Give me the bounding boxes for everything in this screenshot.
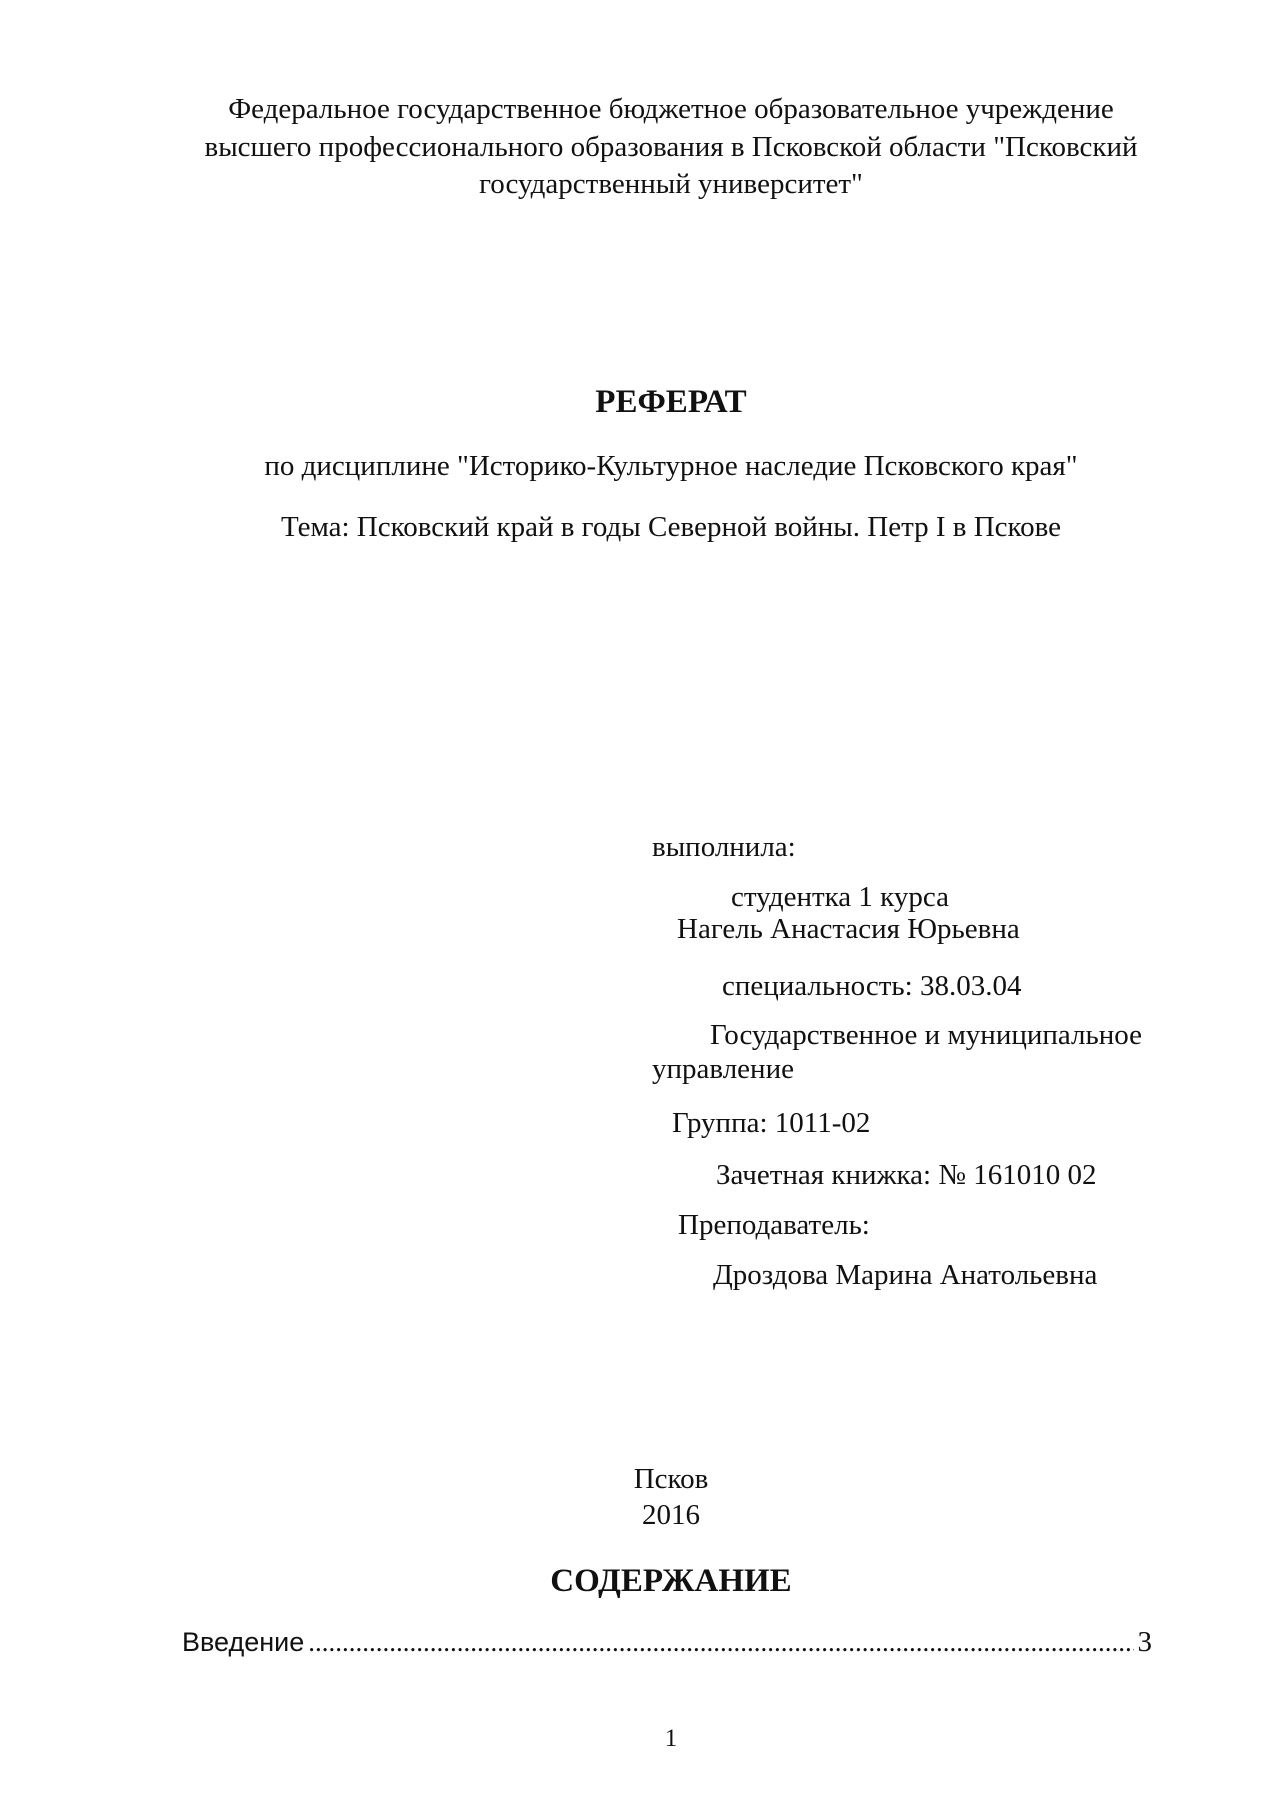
institution-line-2: высшего профессионального образования в Псковской области "Псковский [204,131,1138,163]
toc-entry-page: 3 [1137,1626,1152,1658]
teacher-name: Дроздова Марина Анатольевна [713,1259,1098,1291]
toc-entry-label: Введение [182,1627,305,1657]
toc-entry[interactable] [182,1624,1152,1660]
teacher-label: Преподаватель: [678,1209,870,1241]
city: Псков [633,1463,709,1495]
institution-line-1: Федеральное государственное бюджетное образовательное учреждение [228,93,1114,125]
discipline-line: по дисциплине "Историко-Культурное наследие Псковского края" [264,450,1078,482]
specialty-name-line-1: Государственное и муниципальное [710,1019,1142,1051]
group-number: Группа: 1011-02 [672,1107,871,1139]
year: 2016 [642,1499,700,1531]
contents-heading: СОДЕРЖАНИЕ [550,1563,792,1599]
specialty-name-line-2: управление [652,1053,794,1085]
page-number: 1 [664,1725,678,1752]
institution-line-3: государственный университет" [479,168,863,200]
student-course: студентка 1 курса [731,881,949,913]
record-book-number: Зачетная книжка: № 161010 02 [716,1159,1097,1191]
specialty-code: специальность: 38.03.04 [722,970,1022,1002]
topic-line: Тема: Псковский край в годы Северной войны. Петр I в Пскове [280,511,1062,543]
student-name: Нагель Анастасия Юрьевна [677,913,1020,945]
document-type-title: РЕФЕРАТ [595,384,747,420]
performed-by-label: выполнила: [652,831,796,863]
toc-dot-leader [308,1624,1133,1660]
